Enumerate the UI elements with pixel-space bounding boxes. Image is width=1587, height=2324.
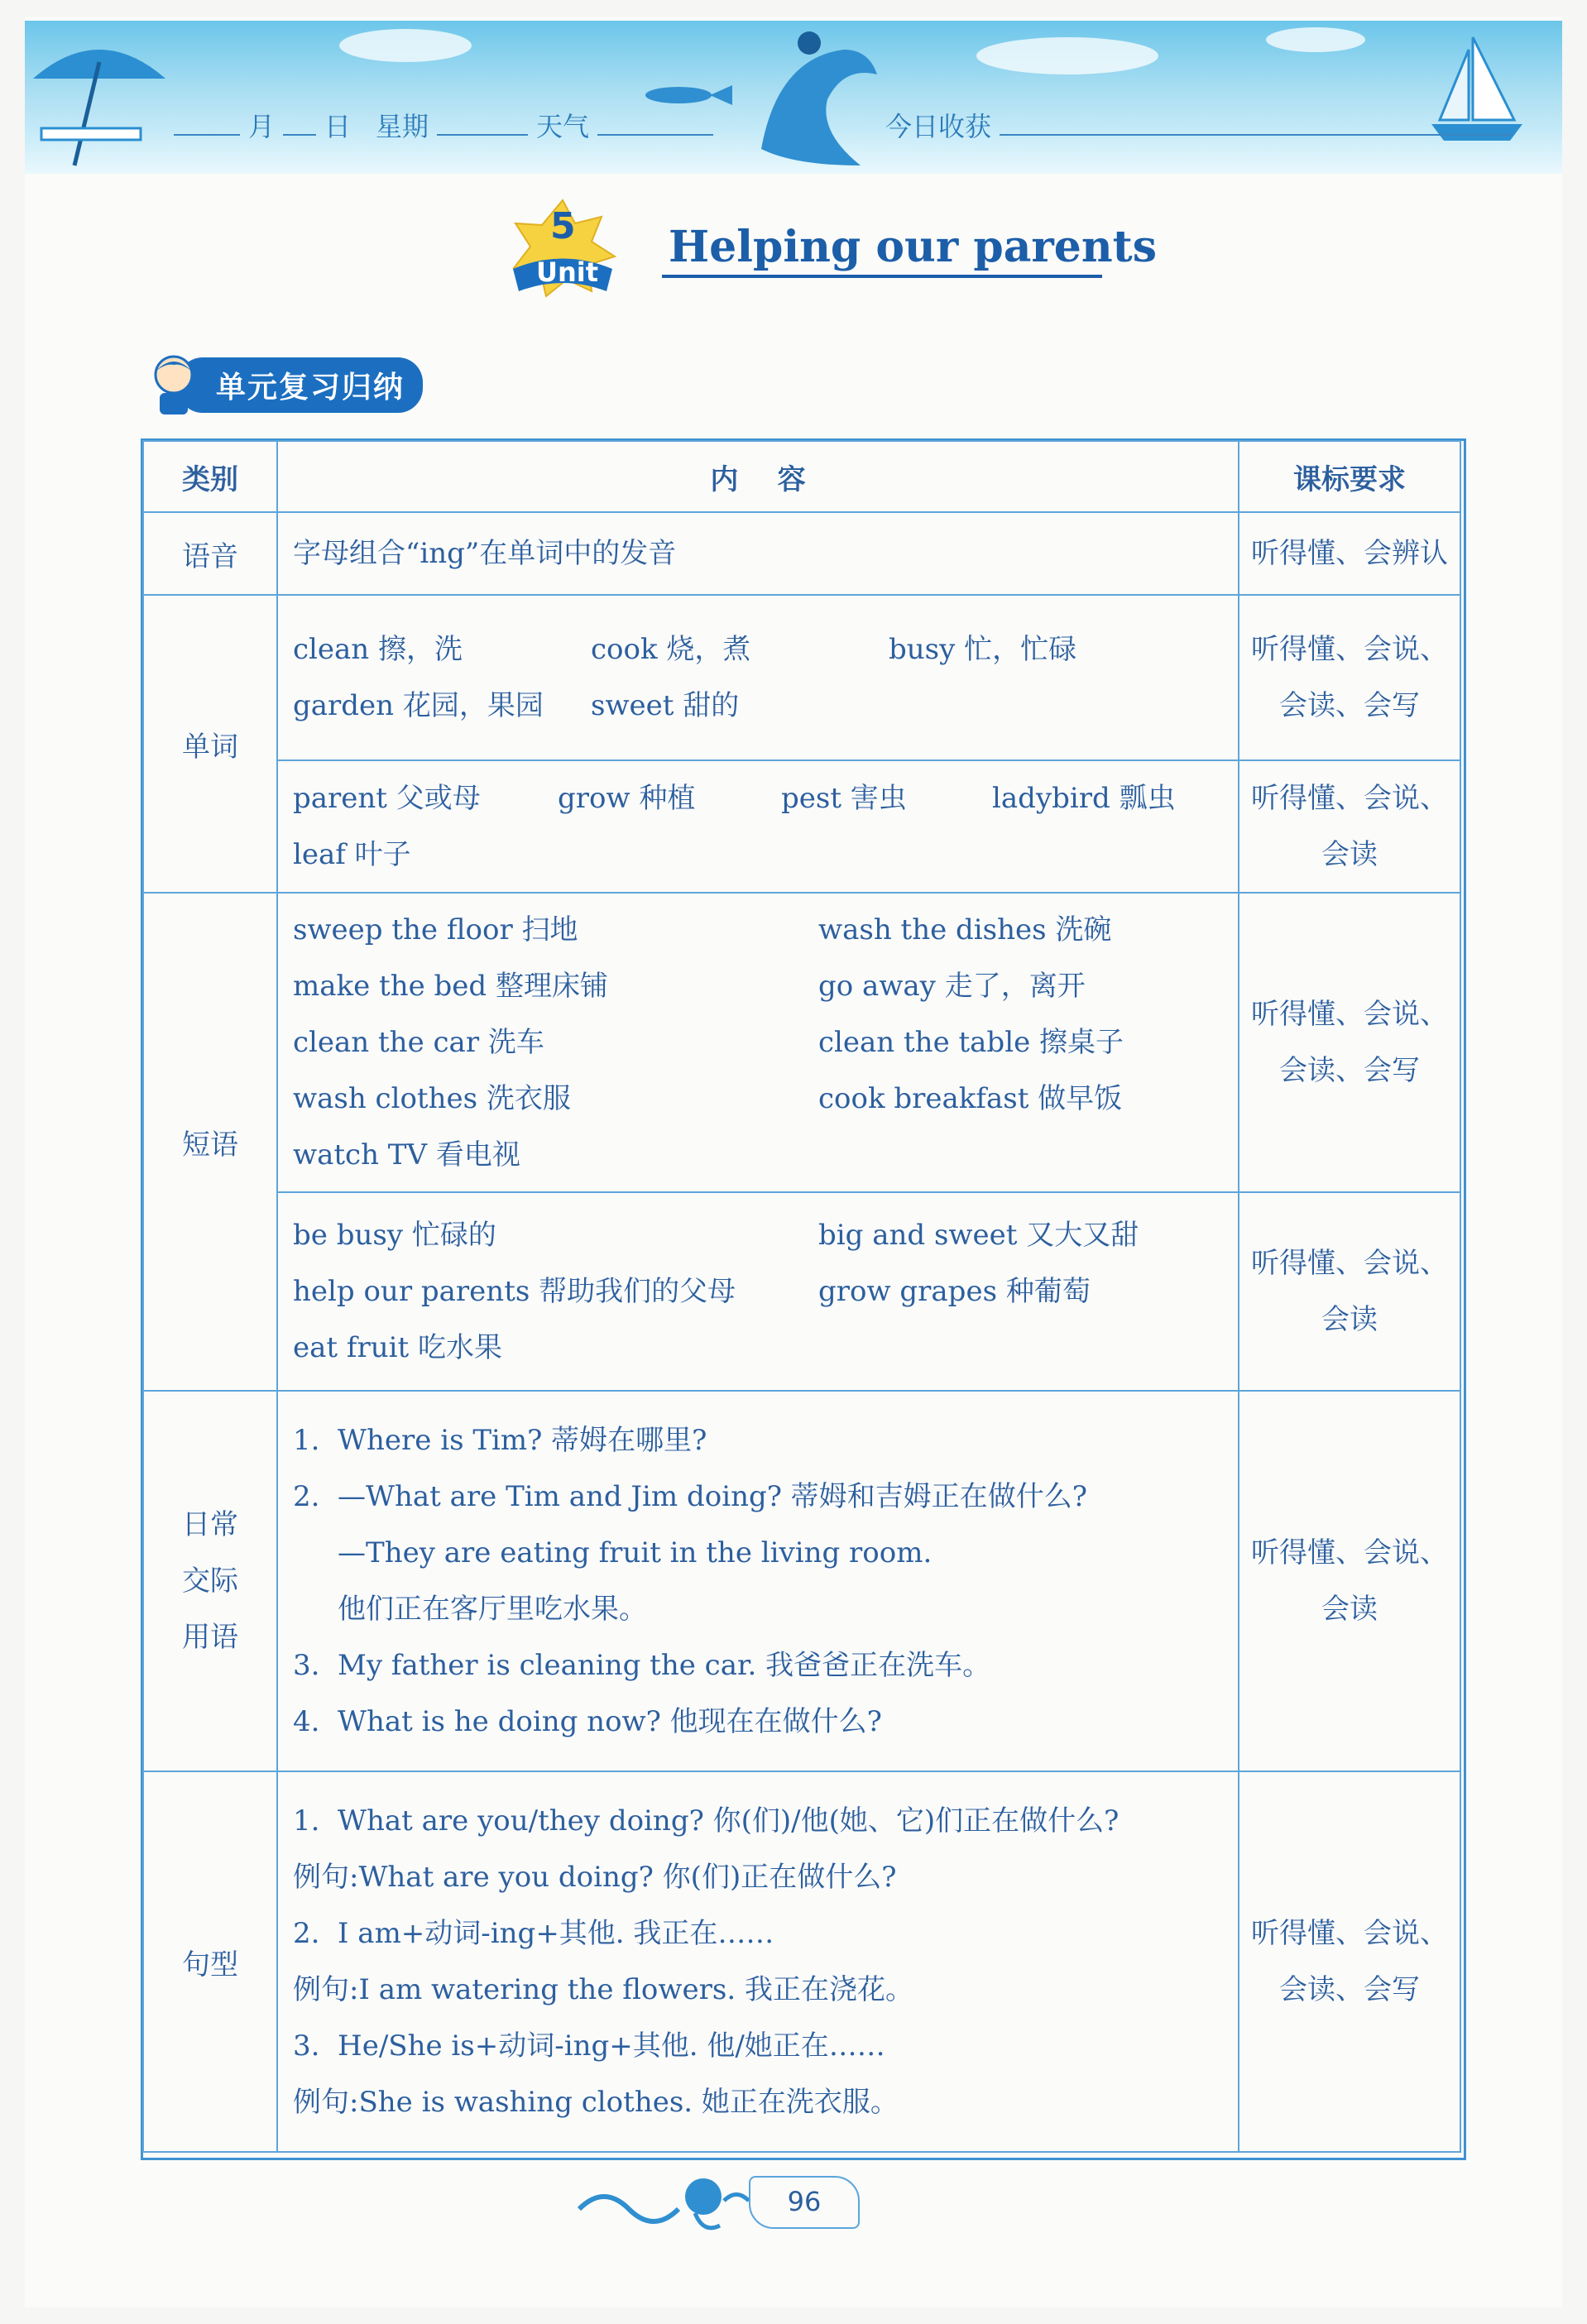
requirement-line: 听得懂、会说、 [1251, 1536, 1448, 1569]
word-item: grow 种植 [558, 782, 696, 815]
weekday-blank[interactable] [437, 113, 528, 136]
phrases-group1-content [277, 893, 1239, 1192]
pattern-line: 2. I am+动词-ing+其他. 我正在…… [293, 1917, 774, 1950]
requirement-line: 会读 [1321, 838, 1378, 871]
header-requirement: 课标要求 [1239, 441, 1460, 512]
boy-mascot-icon [145, 352, 203, 418]
word-item: cook 烧，煮 [591, 633, 751, 666]
beach-umbrella-icon [25, 29, 182, 170]
requirement-line: 会读 [1321, 1303, 1378, 1336]
words-group1-requirement [1239, 595, 1460, 760]
header-content: 内 容 [277, 441, 1239, 512]
requirement-line: 会读、会写 [1279, 689, 1420, 722]
daily-line: 1. Where is Tim? 蒂姆在哪里? [293, 1424, 707, 1457]
category-pronunciation: 语音 [143, 512, 277, 595]
phrase-item: watch TV 看电视 [293, 1138, 520, 1172]
harvest-label: 今日收获 [885, 111, 992, 142]
weather-blank[interactable] [597, 113, 713, 136]
category-daily [143, 1391, 277, 1771]
weather-label: 天气 [536, 111, 590, 142]
table-header-row [143, 441, 1460, 512]
patterns-content [277, 1771, 1239, 2152]
table-row-words-1 [143, 595, 1460, 760]
phrase-item: eat fruit 吃水果 [293, 1331, 502, 1364]
phrase-item: go away 走了，离开 [818, 970, 1086, 1003]
phrase-item: clean the car 洗车 [293, 1026, 544, 1059]
word-item: garden 花园，果园 [293, 689, 544, 722]
words-group2-content [277, 760, 1239, 893]
pattern-line: 1. What are you/they doing? 你(们)/他(她、它)们正在做什么? [293, 1804, 1120, 1838]
word-item: leaf 叶子 [293, 838, 411, 871]
month-label: 月 [248, 111, 276, 142]
word-item: pest 害虫 [781, 782, 907, 815]
harvest-row [885, 106, 1521, 144]
word-item: clean 擦，洗 [293, 633, 463, 666]
daily-requirement [1239, 1391, 1460, 1771]
category-line: 交际 [182, 1565, 238, 1598]
month-blank[interactable] [174, 113, 240, 136]
pronunciation-content: 字母组合“ing”在单词中的发音 [277, 512, 1239, 595]
phrases-group2-content [277, 1192, 1239, 1391]
requirement-line: 听得懂、会说、 [1251, 1247, 1448, 1280]
table-row-phrases-2 [143, 1192, 1460, 1391]
unit-number: 5 [550, 205, 576, 247]
requirement-line: 听得懂、会说、 [1251, 782, 1448, 815]
pattern-line: 例句:What are you doing? 你(们)正在做什么? [293, 1861, 897, 1894]
table-row-words-2 [143, 760, 1460, 893]
section-title: 单元复习归纳 [178, 357, 423, 413]
category-phrases: 短语 [143, 893, 277, 1391]
phrase-item: help our parents 帮助我们的父母 [293, 1275, 736, 1308]
patterns-requirement [1239, 1771, 1460, 2152]
unit-title: Helping our parents [669, 222, 1157, 272]
daily-line: 2. —What are Tim and Jim doing? 蒂姆和吉姆正在做什么? [293, 1480, 1088, 1513]
table-row-daily [143, 1391, 1460, 1771]
daily-content [277, 1391, 1239, 1771]
table-row-phrases-1 [143, 893, 1460, 1192]
word-item: sweet 甜的 [591, 689, 740, 722]
review-table [142, 440, 1461, 2153]
requirement-line: 听得懂、会说、 [1251, 1917, 1448, 1950]
requirement-line: 会读 [1321, 1593, 1378, 1626]
day-blank[interactable] [283, 113, 316, 136]
table-row-patterns [143, 1771, 1460, 2152]
requirement-line: 会读、会写 [1279, 1973, 1420, 2006]
daily-line: 3. My father is cleaning the car. 我爸爸正在洗车。 [293, 1649, 991, 1682]
header-category: 类别 [143, 441, 277, 512]
words-group2-requirement [1239, 760, 1460, 893]
phrase-item: be busy 忙碌的 [293, 1219, 496, 1252]
unit-title-underline [662, 275, 1102, 278]
pronunciation-requirement: 听得懂、会辨认 [1239, 512, 1460, 595]
weekday-label: 星期 [376, 111, 429, 142]
category-line: 用语 [182, 1621, 238, 1654]
harvest-blank[interactable] [1000, 113, 1513, 136]
phrase-item: cook breakfast 做早饭 [818, 1082, 1123, 1115]
phrase-item: big and sweet 又大又甜 [818, 1219, 1139, 1252]
daily-line: 他们正在客厅里吃水果。 [293, 1593, 648, 1626]
phrase-item: wash the dishes 洗碗 [818, 913, 1112, 946]
daily-line: 4. What is he doing now? 他现在在做什么? [293, 1705, 882, 1738]
category-line: 日常 [182, 1508, 238, 1541]
phrase-item: wash clothes 洗衣服 [293, 1082, 571, 1115]
phrase-item: clean the table 擦桌子 [818, 1026, 1124, 1059]
phrase-item: grow grapes 种葡萄 [818, 1275, 1091, 1308]
table-row-pronunciation [143, 512, 1460, 595]
requirement-line: 听得懂、会说、 [1251, 998, 1448, 1031]
header-banner [25, 21, 1562, 174]
word-item: parent 父或母 [293, 782, 481, 815]
requirement-line: 听得懂、会说、 [1251, 633, 1448, 666]
section-badge [145, 352, 423, 418]
category-words: 单词 [143, 595, 277, 893]
word-item: busy 忙，忙碌 [889, 633, 1077, 666]
phrase-item: sweep the floor 扫地 [293, 913, 578, 946]
date-weather-row [165, 106, 722, 144]
daily-line: —They are eating fruit in the living room. [293, 1536, 933, 1569]
words-group1-content [277, 595, 1239, 760]
dolphin-icon [745, 25, 894, 174]
unit-word: Unit [536, 256, 599, 288]
requirement-line: 会读、会写 [1279, 1054, 1420, 1087]
pattern-line: 例句:She is washing clothes. 她正在洗衣服。 [293, 2086, 899, 2119]
word-item: ladybird 瓢虫 [992, 782, 1176, 815]
phrase-item: make the bed 整理床铺 [293, 970, 608, 1003]
day-label: 日 [324, 111, 352, 142]
pattern-line: 3. He/She is+动词-ing+其他. 他/她正在…… [293, 2029, 885, 2063]
page-number: 96 [749, 2176, 860, 2229]
pattern-line: 例句:I am watering the flowers. 我正在浇花。 [293, 1973, 913, 2006]
category-patterns: 句型 [143, 1771, 277, 2152]
